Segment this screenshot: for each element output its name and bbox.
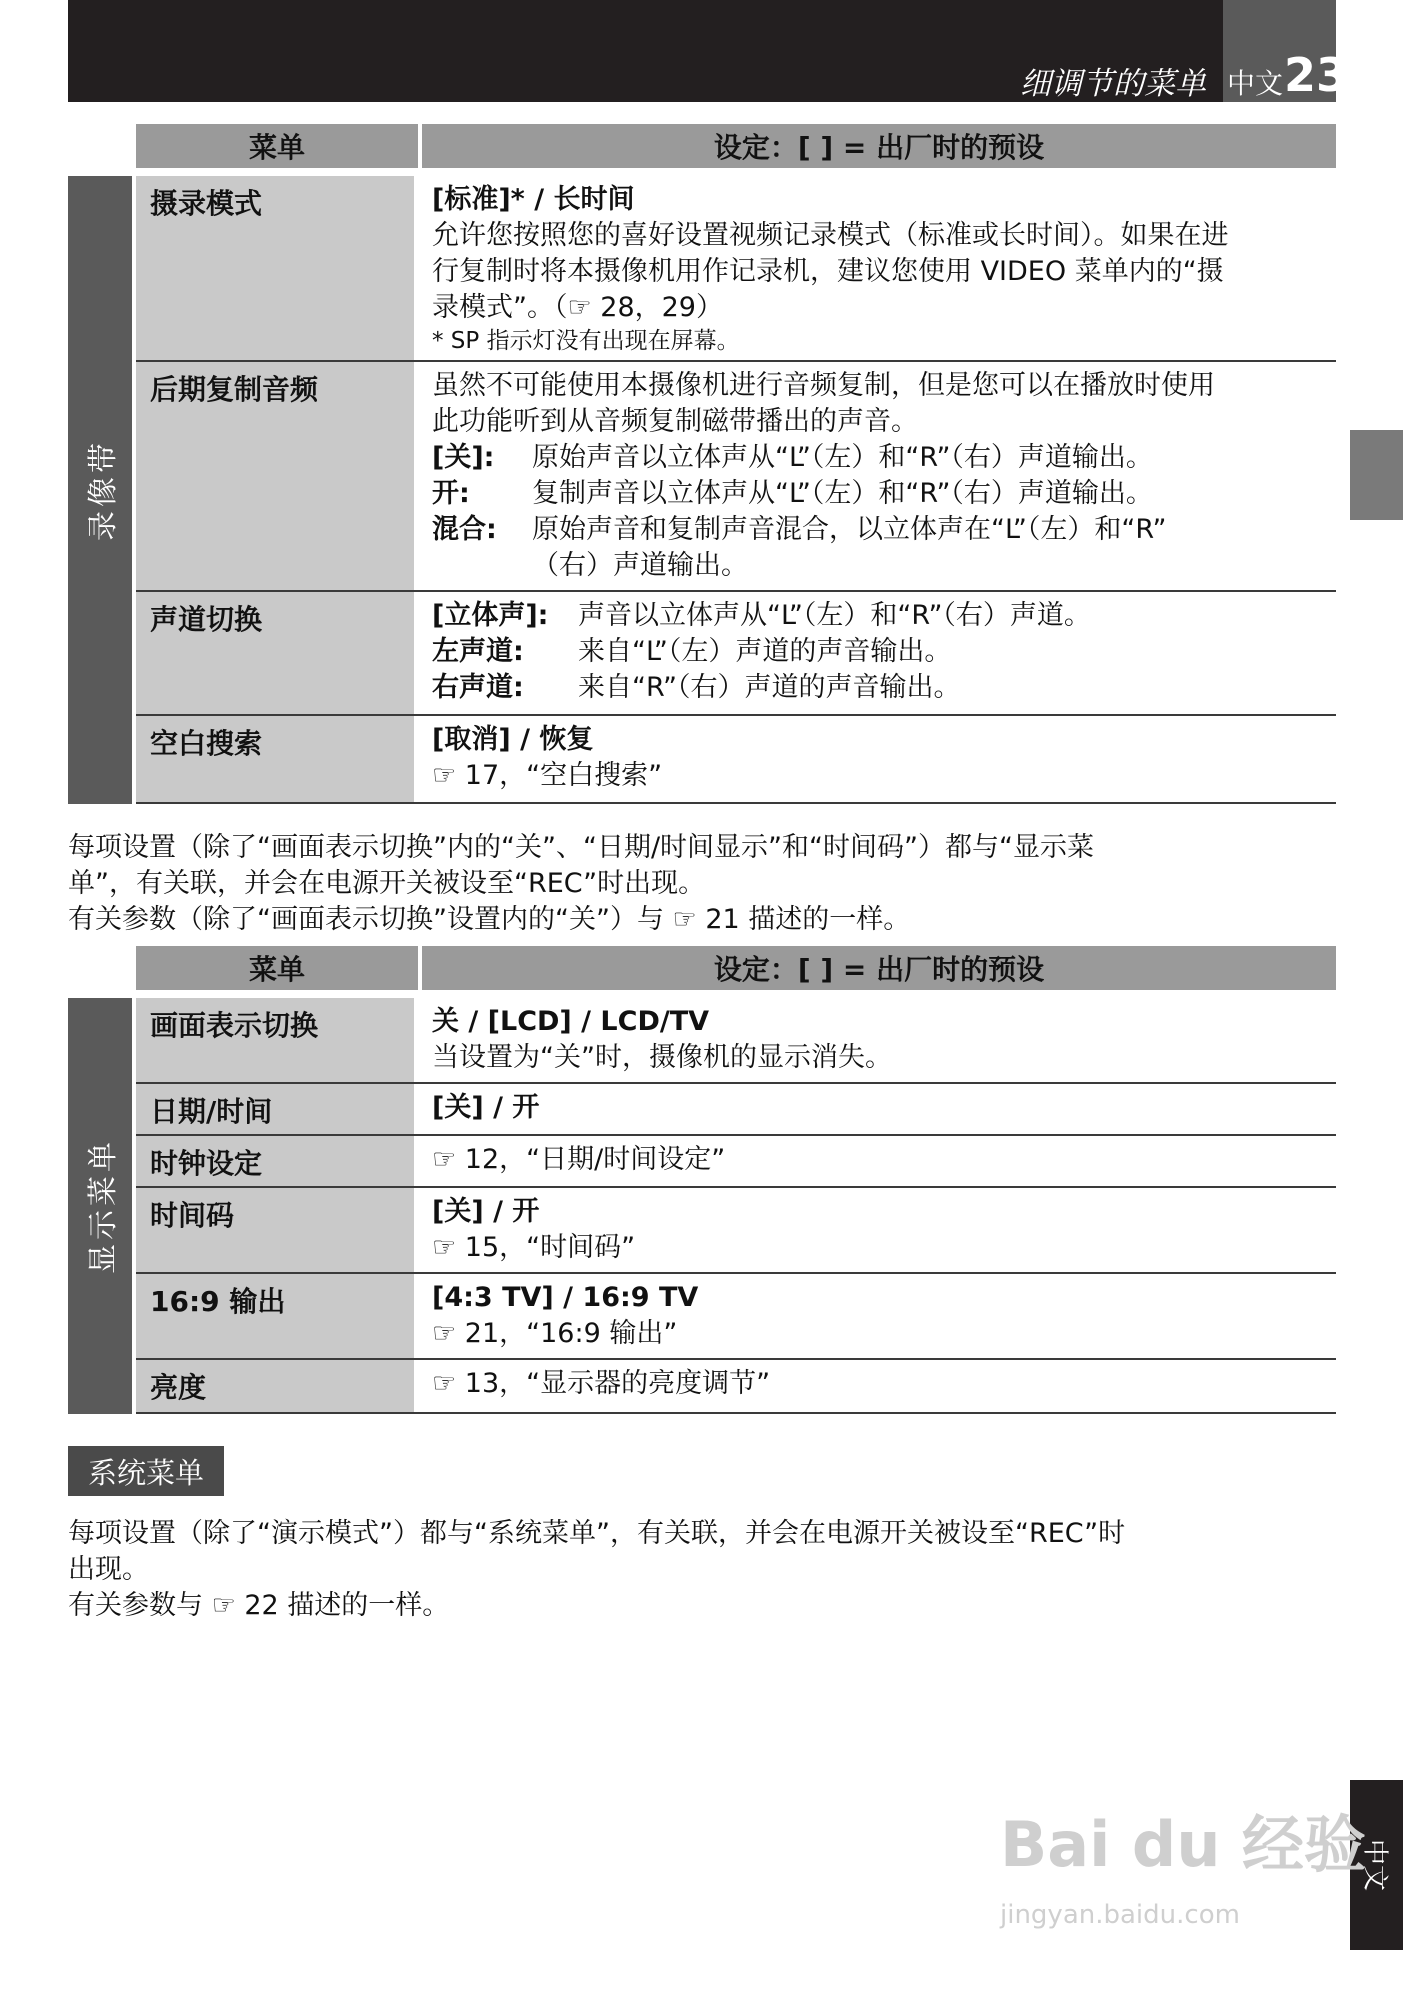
paragraph-display-note: 每项设置（除了“画面表示切换”内的“关”、“日期/时间显示”和“时间码”）都与“显示菜 单”，有关联，并会在电源开关被设至“REC”时出现。 有关参数（除了“画面表示切换”设置内的“关”）与 ☞ 21 描述的一样。	[68, 832, 1094, 935]
column-header-menu: 菜单	[136, 124, 422, 168]
page-title: 细调节的菜单	[1020, 66, 1206, 102]
paragraph-system-note: 每项设置（除了“演示模式”）都与“系统菜单”，有关联，并会在电源开关被设至“REC”时 出现。 有关参数与 ☞ 22 描述的一样。	[68, 1518, 1126, 1621]
page-number: 23	[1284, 48, 1349, 102]
table-row: 日期/时间 [关] / 开	[136, 1084, 1336, 1136]
watermark-url: jingyan.baidu.com	[1000, 1900, 1240, 1930]
system-menu-heading: 系统菜单	[68, 1446, 224, 1496]
page-language: 中文	[1227, 67, 1284, 100]
column-header-setting: 设定：[ ] = 出厂时的预设	[422, 946, 1336, 990]
column-header-menu: 菜单	[136, 946, 422, 990]
table-row: 时钟设定 ☞ 12，“日期/时间设定”	[136, 1136, 1336, 1188]
language-side-tab: 中文	[1350, 1780, 1403, 1950]
section-label-display: 显示菜单	[68, 998, 132, 1414]
table-row: 画面表示切换 关 / [LCD] / LCD/TV 当设置为“关”时，摄像机的显示消失。	[136, 998, 1336, 1084]
table-row: 后期复制音频 虽然不可能使用本摄像机进行音频复制，但是您可以在播放时使用 此功能听到从音频复制磁带播出的声音。 [关]: 原始声音以立体声从“L”（左）和“R”（右）声道输出。 开: 复制声音以立体声从“L”（左）和“R”（右）声道输出。 混合: 原始声音和复制声音混合，以立体声在“L”（左）和“R” （右）声道输出。	[136, 362, 1336, 592]
column-header-setting: 设定：[ ] = 出厂时的预设	[422, 124, 1336, 168]
table-row: 声道切换 [立体声]: 声音以立体声从“L”（左）和“R”（右）声道。 左声道: 来自“L”（左）声道的声音输出。 右声道: 来自“R”（右）声道的声音输出。	[136, 592, 1336, 716]
table-row: 亮度 ☞ 13，“显示器的亮度调节”	[136, 1360, 1336, 1414]
side-gray-tab	[1350, 430, 1403, 520]
table-row: 16:9 输出 [4:3 TV] / 16:9 TV ☞ 21，“16:9 输出”	[136, 1274, 1336, 1360]
table-row: 时间码 [关] / 开 ☞ 15，“时间码”	[136, 1188, 1336, 1274]
table-row: 摄录模式 [标准]* / 长时间 允许您按照您的喜好设置视频记录模式（标准或长时间）。如果在进 行复制时将本摄像机用作记录机，建议您使用 VIDEO 菜单内的“摄 录模式”。（☞ 28，29） * SP 指示灯没有出现在屏幕。	[136, 176, 1336, 362]
section-label-tape: 录像带	[68, 176, 132, 804]
display-menu-table	[68, 946, 1336, 1414]
table-row: 空白搜索 [取消] / 恢复 ☞ 17，“空白搜索”	[136, 716, 1336, 804]
tape-menu-table	[68, 124, 1336, 804]
watermark-logo: Bai du 经验	[1000, 1808, 1367, 1881]
